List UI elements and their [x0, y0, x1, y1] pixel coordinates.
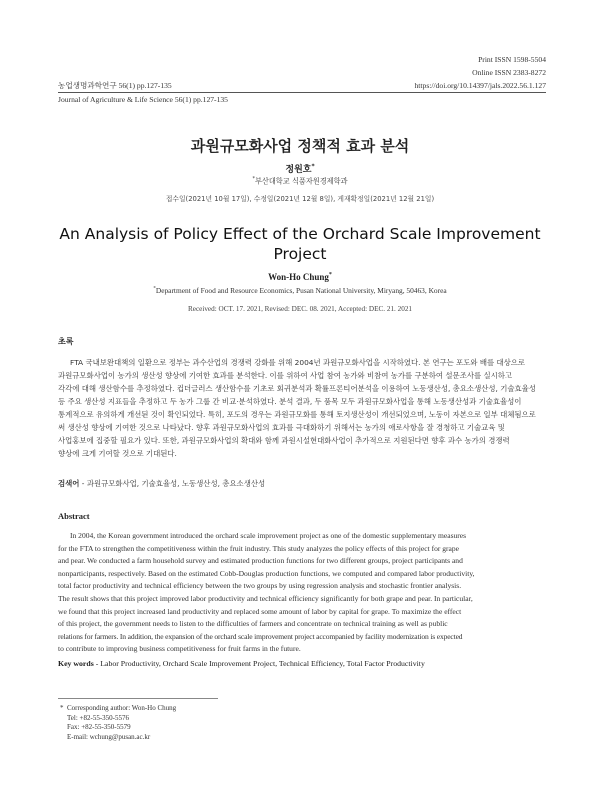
- footnote: [60, 704, 176, 742]
- abstract-en-line: of this project, the government needs to listen to the difficulties of farmers and concentrate on technical training as well as public: [58, 619, 448, 629]
- footnote-mark: *: [60, 704, 64, 712]
- abstract-ko-line: FTA 국내보완대책의 일환으로 정부는 과수산업의 경쟁력 강화를 위해 2004년 과원규모화사업을 시작하였다. 본 연구는 포도와 배를 대상으로: [70, 358, 526, 367]
- author-ko: [0, 162, 600, 175]
- keywords-ko-text: 과원규모화사업, 기술효율성, 노동생산성, 총요소생산성: [86, 479, 266, 488]
- keywords-ko: [58, 478, 265, 489]
- journal-citation-en: Journal of Agriculture & Life Science 56(1) pp.127-135: [58, 95, 228, 104]
- abstract-en-body: [58, 530, 546, 656]
- abstract-en-heading: Abstract: [58, 511, 90, 521]
- affiliation-ko-text: 부산대학교 식품자원경제학과: [254, 176, 348, 186]
- abstract-ko-line: 과원규모화사업이 농가의 생산성 향상에 기여한 효과를 분석한다. 이를 위하여 사업 참여 농가와 비참여 농가를 구분하여 설문조사를 실시하고: [58, 371, 513, 380]
- abstract-en-line: total factor productivity and technical efficiency between the two groups by using regression analysis and stochastic frontier analysis.: [58, 581, 462, 591]
- keywords-en-text: Labor Productivity, Orchard Scale Improvement Project, Technical Efficiency, Total Factor Productivity: [100, 659, 425, 668]
- journal-citation-ko: 농업생명과학연구 56(1) pp.127-135: [58, 81, 172, 90]
- affiliation-en-text: Department of Food and Resource Economics, Pusan National University, Miryang, 50463, Korea: [155, 286, 447, 295]
- abstract-en-line: to contribute to improving business competitiveness for fruit farms in the future.: [58, 644, 301, 654]
- author-ko-mark: *: [311, 163, 315, 170]
- abstract-en-line: for the FTA to strengthen the competitiveness within the fruit industry. This study analyzes the policy effects of this project for grape: [58, 543, 460, 553]
- header-rule: [58, 92, 546, 93]
- abstract-ko-body: [58, 356, 546, 460]
- dates-en: Received: OCT. 17. 2021, Revised: DEC. 08. 2021, Accepted: DEC. 21. 2021: [187, 305, 413, 313]
- abstract-ko-line: 사업홍보에 집중할 필요가 있다. 또한, 과원규모화사업의 확대와 함께 과원시설현대화사업이 추가적으로 지원된다면 향후 과수 농가의 경쟁력: [58, 436, 510, 445]
- affiliation-en: [0, 286, 600, 295]
- keywords-en-sep: -: [95, 659, 101, 668]
- abstract-en-line: The result shows that this project improved labor productivity and technical efficiency significantly for both grape and pear. In particular,: [58, 593, 473, 603]
- abstract-ko-line: 통계적으로 유의하게 개선된 것이 확인되었다. 특히, 포도의 경우는 과원규모화를 통해 토지생산성이 개선되었으며, 노동이 자본으로 일부 대체됨으로: [58, 410, 536, 419]
- author-en-name: Won-Ho Chung: [268, 272, 329, 282]
- footnote-corresponding-text: Corresponding author: Won-Ho Chung: [67, 704, 177, 712]
- affiliation-ko-mark: *: [252, 176, 255, 182]
- print-issn: Print ISSN 1598-5504: [478, 55, 546, 64]
- footnote-corresponding: [60, 704, 176, 714]
- author-en: [0, 272, 600, 282]
- keywords-en: [58, 659, 425, 668]
- author-en-mark: *: [328, 272, 332, 278]
- abstract-ko-line: 각각에 대해 생산함수를 추정하였다. 컵더글러스 생산함수를 기초로 회귀분석과 확률프론티어분석을 이용하여 노동생산성, 총요소생산성, 기술효율성: [58, 384, 536, 393]
- title-en-line2: Project: [273, 245, 327, 263]
- abstract-ko-heading: 초록: [58, 337, 74, 346]
- title-en-line1: An Analysis of Policy Effect of the Orchard Scale Improvement: [59, 225, 541, 243]
- doi-link[interactable]: https://doi.org/10.14397/jals.2022.56.1.127: [414, 81, 546, 90]
- abstract-en-line: nonparticipants, respectively. Based on the estimated Cobb-Douglas production functions, we computed and compared labor productivity,: [58, 568, 475, 578]
- abstract-ko-line: 써 생산성 향상에 기여한 것으로 나타났다. 향후 과원규모화사업의 효과를 극대화하기 위해서는 농가의 애로사항을 잘 경청하고 기술교육 및: [58, 423, 505, 432]
- footnote-rule: [58, 698, 218, 699]
- abstract-en-line: we found that this project increased land productivity and replaced some amount of labor by capital for grape. To maximize the effect: [58, 606, 462, 616]
- abstract-en-line: In 2004, the Korean government introduced the orchard scale improvement project as one of the domestic supplementary measures: [70, 531, 467, 540]
- affiliation-ko: [0, 176, 600, 186]
- footnote-fax: Fax: +82-55-350-5579: [67, 723, 131, 732]
- abstract-en-line: and pear. We conducted a farm household survey and estimated production functions for two different groups, project participants and: [58, 556, 463, 566]
- footnote-tel: Tel: +82-55-350-5576: [67, 713, 129, 722]
- abstract-ko-line: 향상에 크게 기여할 것으로 기대된다.: [58, 449, 177, 458]
- footnote-email[interactable]: E-mail: wchung@pusan.ac.kr: [67, 732, 151, 741]
- dates-ko: 접수일(2021년 10월 17일), 수정일(2021년 12월 8일), 게재확정일(2021년 12월 21일): [165, 195, 435, 203]
- affiliation-en-mark: *: [153, 286, 156, 292]
- abstract-en-line: relations for farmers. In addition, the expansion of the orchard scale improvement project accompanied by facility modernization is expected: [58, 631, 463, 641]
- title-ko: 과원규모화사업 정책적 효과 분석: [190, 137, 410, 155]
- abstract-ko-line: 등 주요 생산성 지표들을 추정하고 두 농가 그룹 간 비교·분석하였다. 분석 결과, 두 품목 모두 과원규모화사업을 통해 노동생산성과 기술효율성이: [58, 397, 522, 406]
- keywords-ko-label: 검색어: [58, 479, 80, 488]
- author-ko-name: 정원호: [285, 165, 312, 175]
- keywords-ko-sep: -: [81, 479, 87, 488]
- online-issn: Online ISSN 2383-8272: [472, 68, 546, 77]
- keywords-en-label: Key words: [58, 659, 94, 668]
